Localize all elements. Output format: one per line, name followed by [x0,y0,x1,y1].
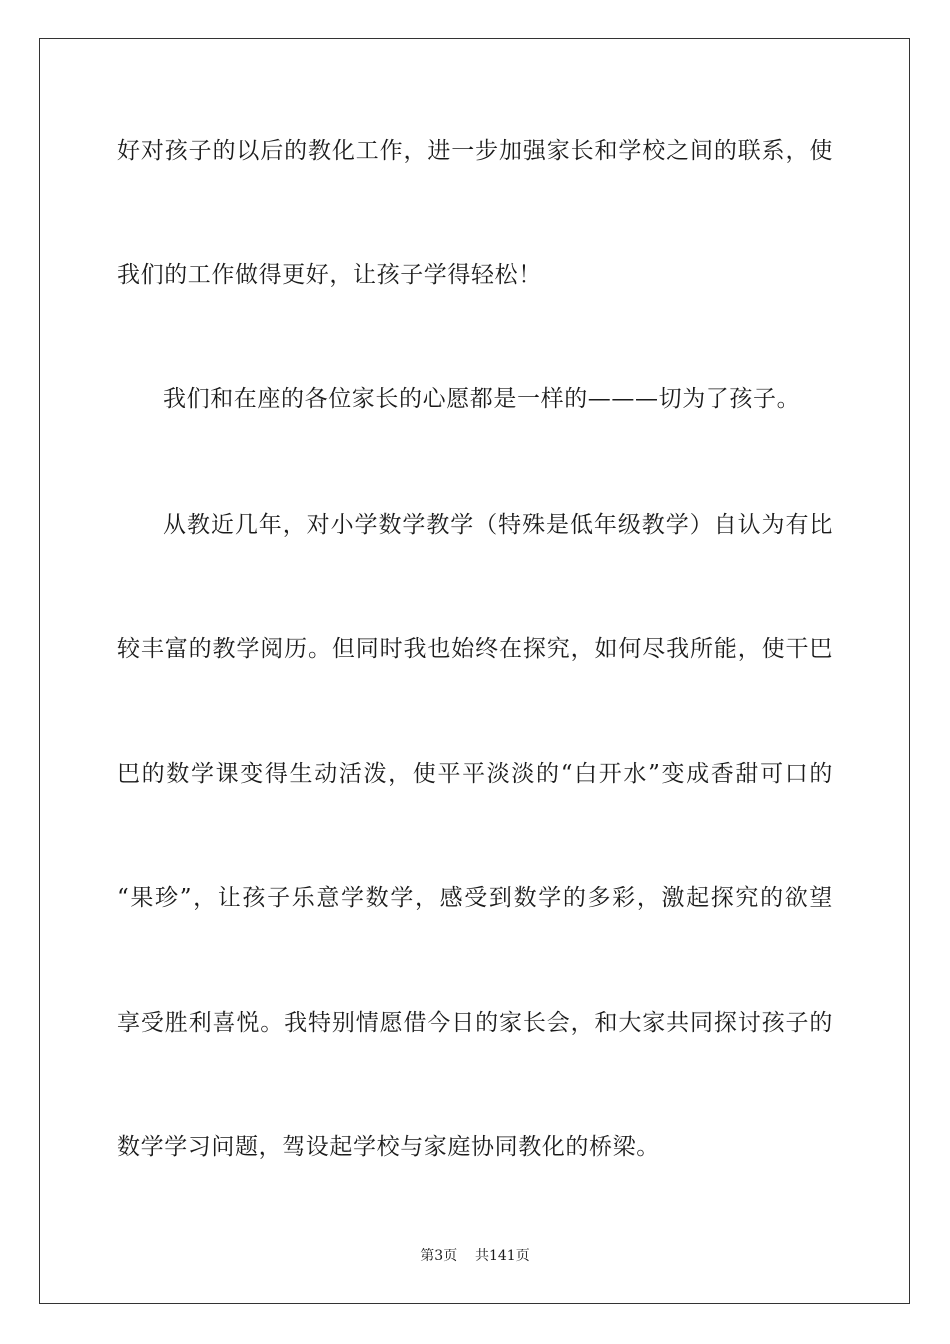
paragraph-line-9: 数学学习问题，驾设起学校与家庭协同教化的桥梁。 [117,1134,660,1160]
paragraph-line-8: 享受胜利喜悦。我特别情愿借今日的家长会，和大家共同探讨孩子的 [117,1010,833,1036]
paragraph-line-3: 我们和在座的各位家长的心愿都是一样的———切为了孩子。 [163,386,801,412]
paragraph-line-1: 好对孩子的以后的教化工作，进一步加强家长和学校之间的联系，使 [117,138,833,164]
paragraph-line-4: 从教近几年，对小学数学教学（特殊是低年级教学）自认为有比 [163,512,833,538]
page-border [39,38,910,1304]
paragraph-line-7: “果珍”，让孩子乐意学数学，感受到数学的多彩，激起探究的欲望 [117,885,833,911]
paragraph-line-2: 我们的工作做得更好，让孩子学得轻松！ [117,262,542,288]
page-number-footer: 第3页 共141页 [420,1248,530,1264]
paragraph-line-6: 巴的数学课变得生动活泼，使平平淡淡的“白开水”变成香甜可口的 [117,761,833,787]
paragraph-line-5: 较丰富的教学阅历。但同时我也始终在探究，如何尽我所能，使干巴 [117,636,833,662]
